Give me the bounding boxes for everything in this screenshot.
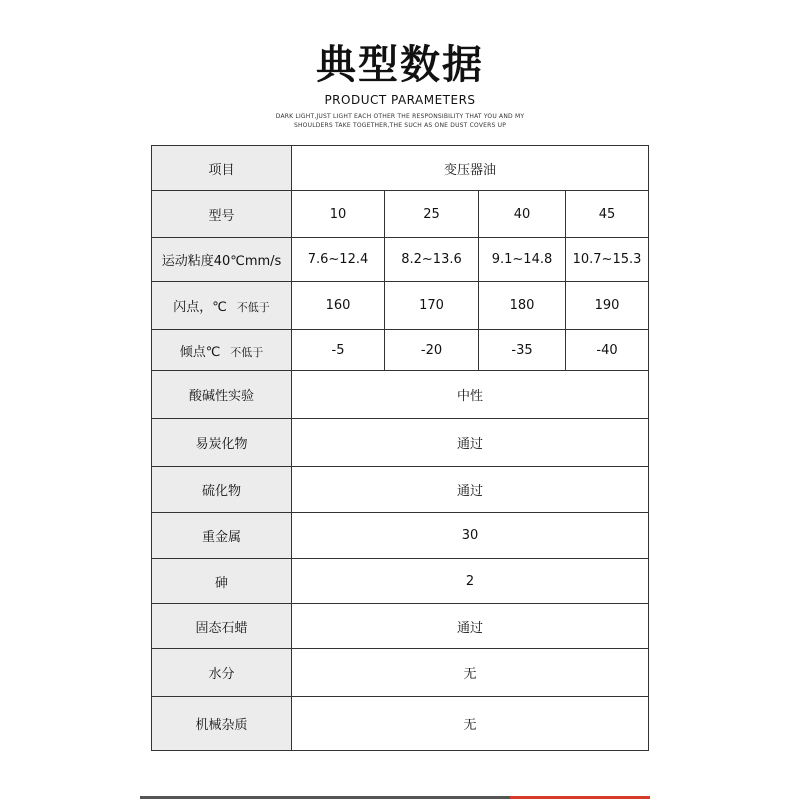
row-value-cell: 通过 [292,467,649,513]
row-label-cell: 水分 [152,649,292,697]
pour-label-cell [152,330,292,371]
table-row [152,467,649,513]
table-row [152,604,649,649]
table-row-pour-point [152,330,649,371]
row-label-cell: 砷 [152,559,292,604]
row-value-cell: 通过 [292,419,649,467]
page-title: 典型数据 [316,42,484,88]
table-row [152,559,649,604]
row-label-cell: 重金属 [152,513,292,559]
product-name-cell: 变压器油 [292,146,649,191]
model-cell: 40 [479,191,566,238]
flash-cell: 160 [292,282,385,330]
tagline-line-2: SHOULDERS TAKE TOGETHER,THE SUCH AS ONE DUST COVERS UP [293,122,507,129]
row-value-cell: 无 [292,649,649,697]
row-value-cell: 中性 [292,371,649,419]
row-value-cell: 通过 [292,604,649,649]
row-label-cell: 易炭化物 [152,419,292,467]
parameters-table [151,145,649,751]
row-value-cell: 30 [292,513,649,559]
viscosity-cell: 8.2~13.6 [385,238,479,282]
table-row [152,419,649,467]
flash-label-cell [152,282,292,330]
table-row [152,371,649,419]
bottom-divider [140,796,520,799]
viscosity-cell: 9.1~14.8 [479,238,566,282]
row-label-cell: 酸碱性实验 [152,371,292,419]
table-row [152,697,649,751]
row-label-cell: 硫化物 [152,467,292,513]
page-subtitle: PRODUCT PARAMETERS [324,93,476,107]
row-value-cell: 无 [292,697,649,751]
tagline [0,112,800,130]
pour-cell: -5 [292,330,385,371]
flash-label: 闪点，℃ [173,300,227,315]
flash-note: 不低于 [236,301,270,314]
pour-cell: -40 [566,330,649,371]
page-header [0,40,800,130]
pour-note: 不低于 [230,345,264,359]
flash-cell: 180 [479,282,566,330]
viscosity-cell: 10.7~15.3 [566,238,649,282]
model-label-cell: 型号 [152,191,292,238]
table-row-viscosity [152,238,649,282]
row-value-cell: 2 [292,559,649,604]
table-row-flash-point [152,282,649,330]
flash-cell: 190 [566,282,649,330]
table-row-model [152,191,649,238]
table-row-header [152,146,649,191]
table-row [152,649,649,697]
bottom-divider-accent [510,796,650,799]
item-header-cell: 项目 [152,146,292,191]
row-label-cell: 机械杂质 [152,697,292,751]
table-row [152,513,649,559]
pour-label: 倾点℃ [179,344,221,360]
pour-cell: -35 [479,330,566,371]
model-cell: 10 [292,191,385,238]
row-label-cell: 固态石蜡 [152,604,292,649]
tagline-line-1: DARK LIGHT,JUST LIGHT EACH OTHER THE RESPONSIBILITY THAT YOU AND MY [275,113,525,120]
viscosity-cell: 7.6~12.4 [292,238,385,282]
flash-cell: 170 [385,282,479,330]
model-cell: 25 [385,191,479,238]
model-cell: 45 [566,191,649,238]
viscosity-label-cell: 运动粘度40℃mm/s [152,238,292,282]
pour-cell: -20 [385,330,479,371]
